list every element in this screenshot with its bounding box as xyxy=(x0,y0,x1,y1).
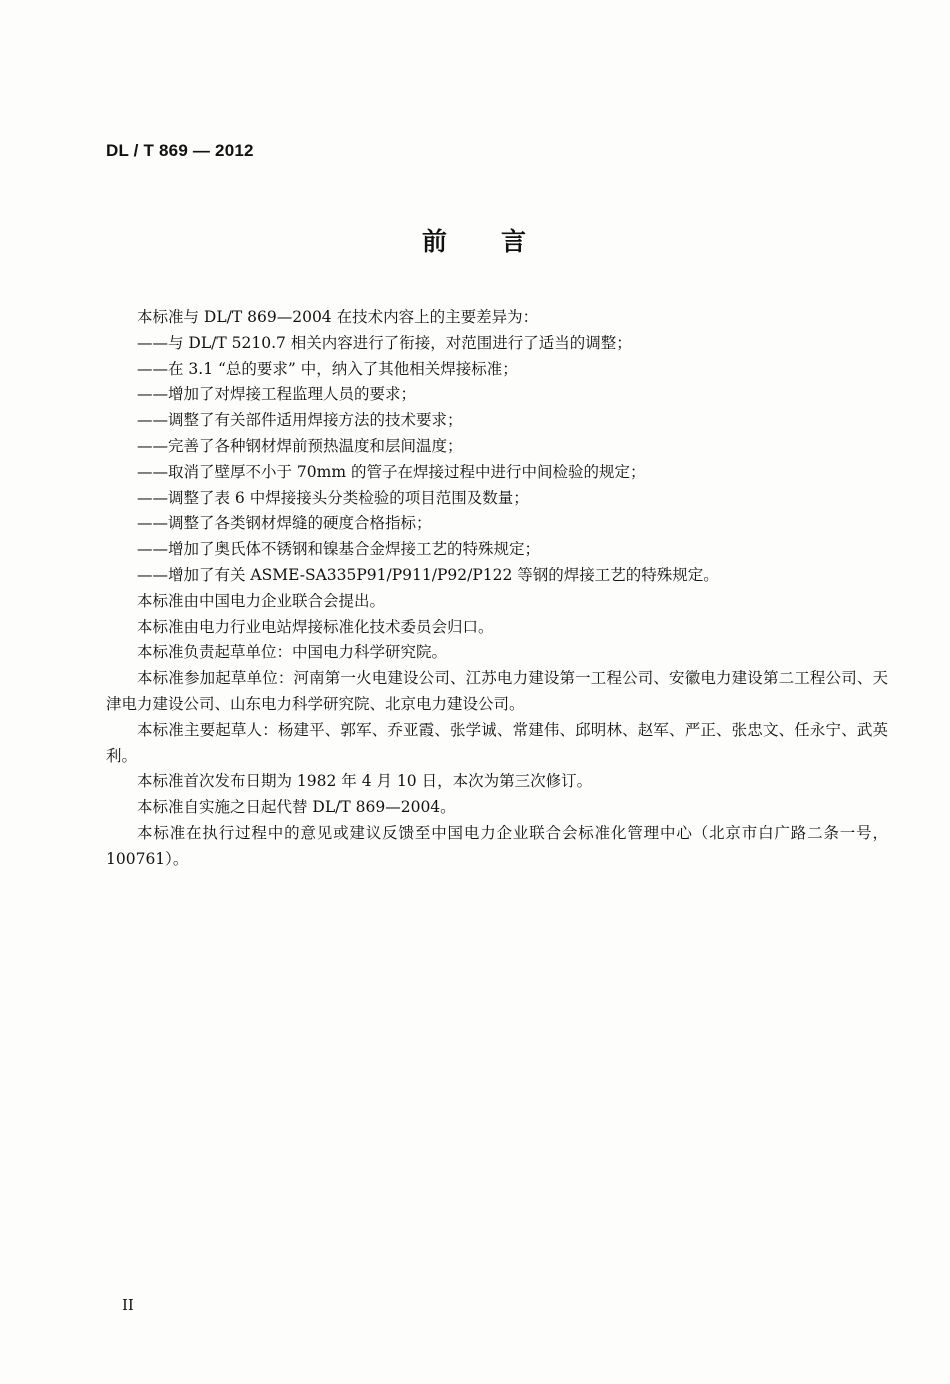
standard-number-header: DL / T 869 — 2012 xyxy=(106,141,254,160)
change-item: ——增加了奥氏体不锈钢和镍基合金焊接工艺的特殊规定； xyxy=(137,540,541,559)
intro-paragraph: 本标准与 DL/T 869—2004 在技术内容上的主要差异为： xyxy=(137,308,539,326)
administered-by-paragraph: 本标准由电力行业电站焊接标准化技术委员会归口。 xyxy=(137,617,494,636)
first-release-paragraph: 本标准首次发布日期为 1982 年 4 月 10 日，本次为第三次修订。 xyxy=(137,772,593,791)
page-number: II xyxy=(122,1296,134,1314)
change-item: ——调整了各类钢材焊缝的硬度合格指标； xyxy=(137,514,432,533)
change-item: ——调整了有关部件适用焊接方法的技术要求； xyxy=(137,411,463,430)
participating-units-paragraph: 本标准参加起草单位：河南第一火电建设公司、江苏电力建设第一工程公司、安徽电力建设第二工程公司、天津电力建设公司、山东电力科学研究院、北京电力建设公司。 xyxy=(106,669,888,713)
proposed-by-paragraph: 本标准由中国电力企业联合会提出。 xyxy=(137,591,386,610)
title-char-2: 言 xyxy=(501,227,529,256)
page-title xyxy=(0,222,950,258)
lead-drafter-unit-paragraph: 本标准负责起草单位：中国电力科学研究院。 xyxy=(137,643,448,662)
change-item: ——调整了表 6 中焊接接头分类检验的项目范围及数量； xyxy=(137,488,529,507)
main-drafters-paragraph: 本标准主要起草人：杨建平、郭军、乔亚霞、张学诚、常建伟、邱明林、赵军、严正、张忠文、任永宁、武英利。 xyxy=(106,720,888,765)
replaces-paragraph: 本标准自实施之日起代替 DL/T 869—2004。 xyxy=(137,798,456,817)
title-char-1: 前 xyxy=(421,227,449,256)
change-item: ——增加了有关 ASME-SA335P91/P911/P92/P122 等钢的焊接工艺的特殊规定。 xyxy=(137,565,719,584)
feedback-paragraph: 本标准在执行过程中的意见或建议反馈至中国电力企业联合会标准化管理中心（北京市白广路二条一号，100761）。 xyxy=(106,823,888,868)
change-list xyxy=(106,331,888,589)
change-item: ——与 DL/T 5210.7 相关内容进行了衔接，对范围进行了适当的调整； xyxy=(137,333,632,352)
change-item: ——完善了各种钢材焊前预热温度和层间温度； xyxy=(137,436,463,455)
change-item: ——在 3.1 “总的要求” 中，纳入了其他相关焊接标准； xyxy=(137,359,518,378)
preface-body xyxy=(106,305,888,873)
change-item: ——取消了壁厚不小于 70mm 的管子在焊接过程中进行中间检验的规定； xyxy=(137,462,646,481)
change-item: ——增加了对焊接工程监理人员的要求； xyxy=(137,385,417,404)
